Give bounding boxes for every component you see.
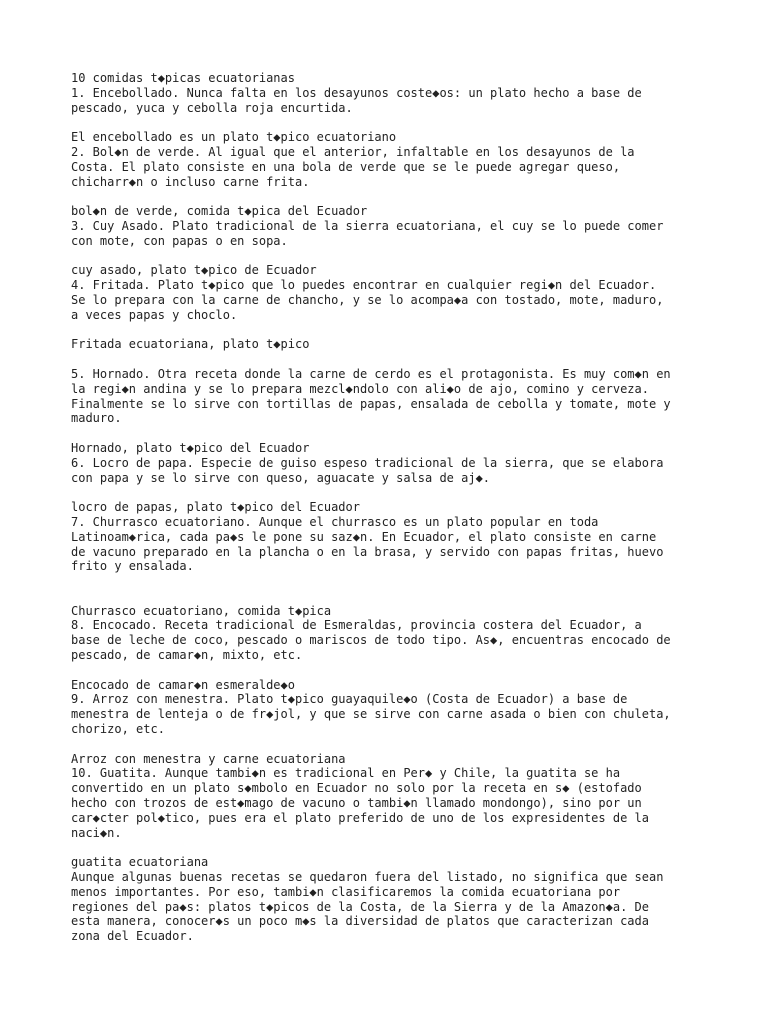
- blank-line: [71, 589, 711, 604]
- text-line: 9. Arroz con menestra. Plato t◆pico guayaquile◆o (Costa de Ecuador) a base de: [71, 692, 628, 707]
- text-line: El encebollado es un plato t◆pico ecuatoriano: [71, 130, 397, 145]
- text-line: 2. Bol◆n de verde. Al igual que el anterior, infaltable en los desayunos de la: [71, 144, 635, 159]
- text-line: de vacuno preparado en la plancha o en la brasa, y servido con papas fritas, huevo: [71, 544, 664, 559]
- text-line: Encocado de camar◆n esmeralde◆o: [71, 677, 295, 692]
- text-line: la regi◆n andina y se lo prepara mezcl◆ndolo con ali◆o de ajo, comino y cerveza.: [71, 381, 649, 396]
- blank-line: [71, 352, 711, 367]
- text-line: pescado, yuca y cebolla roja encurtida.: [71, 100, 353, 115]
- text-line: Se lo prepara con la carne de chancho, y se lo acompa◆a con tostado, mote, maduro,: [71, 292, 664, 307]
- blank-line: [71, 189, 711, 204]
- blank-line: [71, 249, 711, 264]
- text-line: Aunque algunas buenas recetas se quedaron fuera del listado, no significa que sean: [71, 870, 664, 885]
- text-line: car◆cter pol◆tico, pues era el plato preferido de uno de los expresidentes de la: [71, 810, 649, 825]
- text-line: base de leche de coco, pescado o mariscos de todo tipo. As◆, encuentras encocado de: [71, 633, 671, 648]
- text-line: Latinoam◆rica, cada pa◆s le pone su saz◆n. En Ecuador, el plato consiste en carne: [71, 529, 657, 544]
- text-line: chorizo, etc.: [71, 722, 165, 737]
- text-line: Costa. El plato consiste en una bola de verde que se le puede agregar queso,: [71, 159, 621, 174]
- text-line: con papa y se lo sirve con queso, aguacate y salsa de aj◆.: [71, 470, 491, 485]
- text-line: Hornado, plato t◆pico del Ecuador: [71, 440, 310, 455]
- text-line: 10. Guatita. Aunque tambi◆n es tradicional en Per◆ y Chile, la guatita se ha: [71, 766, 621, 781]
- blank-line: [71, 115, 711, 130]
- text-line: zona del Ecuador.: [71, 929, 194, 944]
- text-line: 1. Encebollado. Nunca falta en los desayunos coste◆os: un plato hecho a base de: [71, 85, 642, 100]
- text-line: 8. Encocado. Receta tradicional de Esmeraldas, provincia costera del Ecuador, a: [71, 618, 642, 633]
- text-line: menos importantes. Por eso, tambi◆n clasificaremos la comida ecuatoriana por: [71, 884, 621, 899]
- text-line: convertido en un plato s◆mbolo en Ecuador no solo por la receta en s◆ (estofado: [71, 781, 642, 796]
- blank-line: [71, 426, 711, 441]
- blank-line: [71, 485, 711, 500]
- text-line: Churrasco ecuatoriano, comida t◆pica: [71, 603, 332, 618]
- text-line: chicharr◆n o incluso carne frita.: [71, 174, 310, 189]
- text-line: naci◆n.: [71, 825, 122, 840]
- text-line: hecho con trozos de est◆mago de vacuno o tambi◆n llamado mondongo), sino por un: [71, 796, 642, 811]
- text-line: Finalmente se lo sirve con tortillas de papas, ensalada de cebolla y tomate, mote y: [71, 396, 671, 411]
- text-line: cuy asado, plato t◆pico de Ecuador: [71, 263, 317, 278]
- document-body: [71, 71, 711, 944]
- text-line: bol◆n de verde, comida t◆pica del Ecuador: [71, 204, 368, 219]
- blank-line: [71, 663, 711, 678]
- text-line: Fritada ecuatoriana, plato t◆pico: [71, 337, 310, 352]
- text-line: 7. Churrasco ecuatoriano. Aunque el churrasco es un plato popular en toda: [71, 514, 599, 529]
- text-line: pescado, de camar◆n, mixto, etc.: [71, 648, 303, 663]
- text-line: menestra de lenteja o de fr◆jol, y que se sirve con carne asada o bien con chuleta,: [71, 707, 671, 722]
- text-line: Arroz con menestra y carne ecuatoriana: [71, 751, 346, 766]
- text-line: guatita ecuatoriana: [71, 855, 209, 870]
- text-line: 6. Locro de papa. Especie de guiso espeso tradicional de la sierra, que se elabora: [71, 455, 664, 470]
- text-line: 10 comidas t◆picas ecuatorianas: [71, 71, 295, 85]
- blank-line: [71, 840, 711, 855]
- text-line: frito y ensalada.: [71, 559, 194, 574]
- blank-line: [71, 737, 711, 752]
- blank-line: [71, 323, 711, 338]
- text-line: esta manera, conocer◆s un poco m◆s la diversidad de platos que caracterizan cada: [71, 914, 649, 929]
- text-line: maduro.: [71, 411, 122, 426]
- text-line: regiones del pa◆s: platos t◆picos de la Costa, de la Sierra y de la Amazon◆a. De: [71, 899, 649, 914]
- blank-line: [71, 574, 711, 589]
- text-line: 5. Hornado. Otra receta donde la carne de cerdo es el protagonista. Es muy com◆n en: [71, 366, 671, 381]
- text-line: con mote, con papas o en sopa.: [71, 233, 288, 248]
- text-line: a veces papas y choclo.: [71, 307, 238, 322]
- text-line: 4. Fritada. Plato t◆pico que lo puedes encontrar en cualquier regi◆n del Ecuador.: [71, 278, 657, 293]
- text-line: 3. Cuy Asado. Plato tradicional de la sierra ecuatoriana, el cuy se lo puede comer: [71, 218, 664, 233]
- text-line: locro de papas, plato t◆pico del Ecuador: [71, 500, 360, 515]
